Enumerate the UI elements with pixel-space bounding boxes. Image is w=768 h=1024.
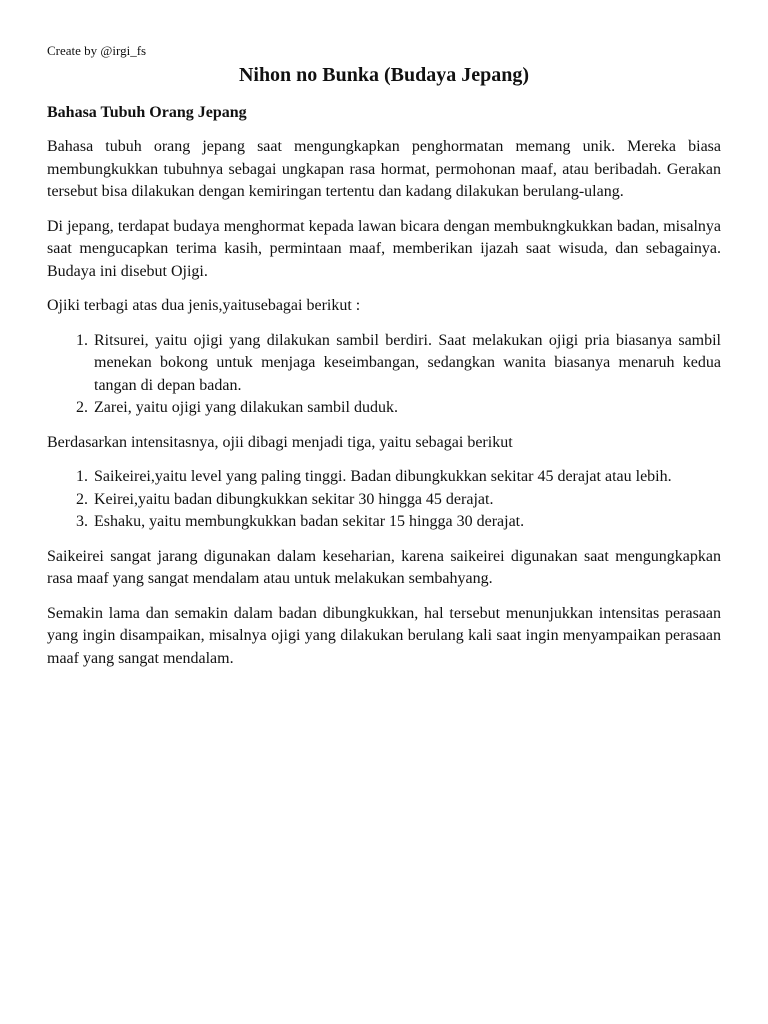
list-item: 1. Ritsurei, yaitu ojigi yang dilakukan sambil berdiri. Saat melakukan ojigi pria biasanya sambil menekan bokong untuk menjaga keseimbangan, sedangkan wanita biasanya menaruh kedua tangan di depan badan. xyxy=(92,330,721,398)
list-ojigi-types xyxy=(47,330,721,420)
paragraph-saikeirei: Saikeirei sangat jarang digunakan dalam keseharian, karena saikeirei digunakan saat mengungkapkan rasa maaf yang sangat mendalam atau untuk melakukan sembahyang. xyxy=(47,547,721,587)
paragraph-intensity: Semakin lama dan semakin dalam badan dibungkukkan, hal tersebut menunjukkan intensitas perasaan yang ingin disampaikan, misalnya ojigi yang dilakukan berulang kali saat ingin menyampaikan perasaan maaf yang sangat mendalam. xyxy=(47,604,721,667)
document-page xyxy=(47,42,721,670)
list-item: 2. Keirei,yaitu badan dibungkukkan sekitar 30 hingga 45 derajat. xyxy=(92,489,721,512)
paragraph-types-intro: Ojiki terbagi atas dua jenis,yaitusebagai berikut : xyxy=(47,297,361,314)
list-item: 2. Zarei, yaitu ojigi yang dilakukan sambil duduk. xyxy=(92,397,721,420)
paragraph-ojigi: Di jepang, terdapat budaya menghormat kepada lawan bicara dengan membukngkukkan badan, misalnya saat mengucapkan terima kasih, permintaan maaf, memberikan ijazah saat wisuda, dan sebagainya. Budaya ini disebut Ojigi. xyxy=(47,217,721,280)
list-ojigi-levels xyxy=(47,466,721,534)
paragraph-levels-intro: Berdasarkan intensitasnya, ojii dibagi menjadi tiga, yaitu sebagai berikut xyxy=(47,433,513,451)
list-item: 1. Saikeirei,yaitu level yang paling tinggi. Badan dibungkukkan sekitar 45 derajat atau lebih. xyxy=(92,466,721,489)
document-title: Nihon no Bunka (Budaya Jepang) xyxy=(238,64,530,86)
list-item: 3. Eshaku, yaitu membungkukkan badan sekitar 15 hingga 30 derajat. xyxy=(92,511,721,534)
paragraph-intro: Bahasa tubuh orang jepang saat mengungkapkan penghormatan memang unik. Mereka biasa membungkukkan tubuhnya sebagai ungkapan rasa hormat, permohonan maaf, atau beribadah. Gerakan tersebut bisa dilakukan dengan kemiringan tertentu dan kadang dilakukan berulang-ulang. xyxy=(47,138,721,200)
author-credit: Create by @irgi_fs xyxy=(47,43,147,58)
section-heading: Bahasa Tubuh Orang Jepang xyxy=(47,104,247,121)
